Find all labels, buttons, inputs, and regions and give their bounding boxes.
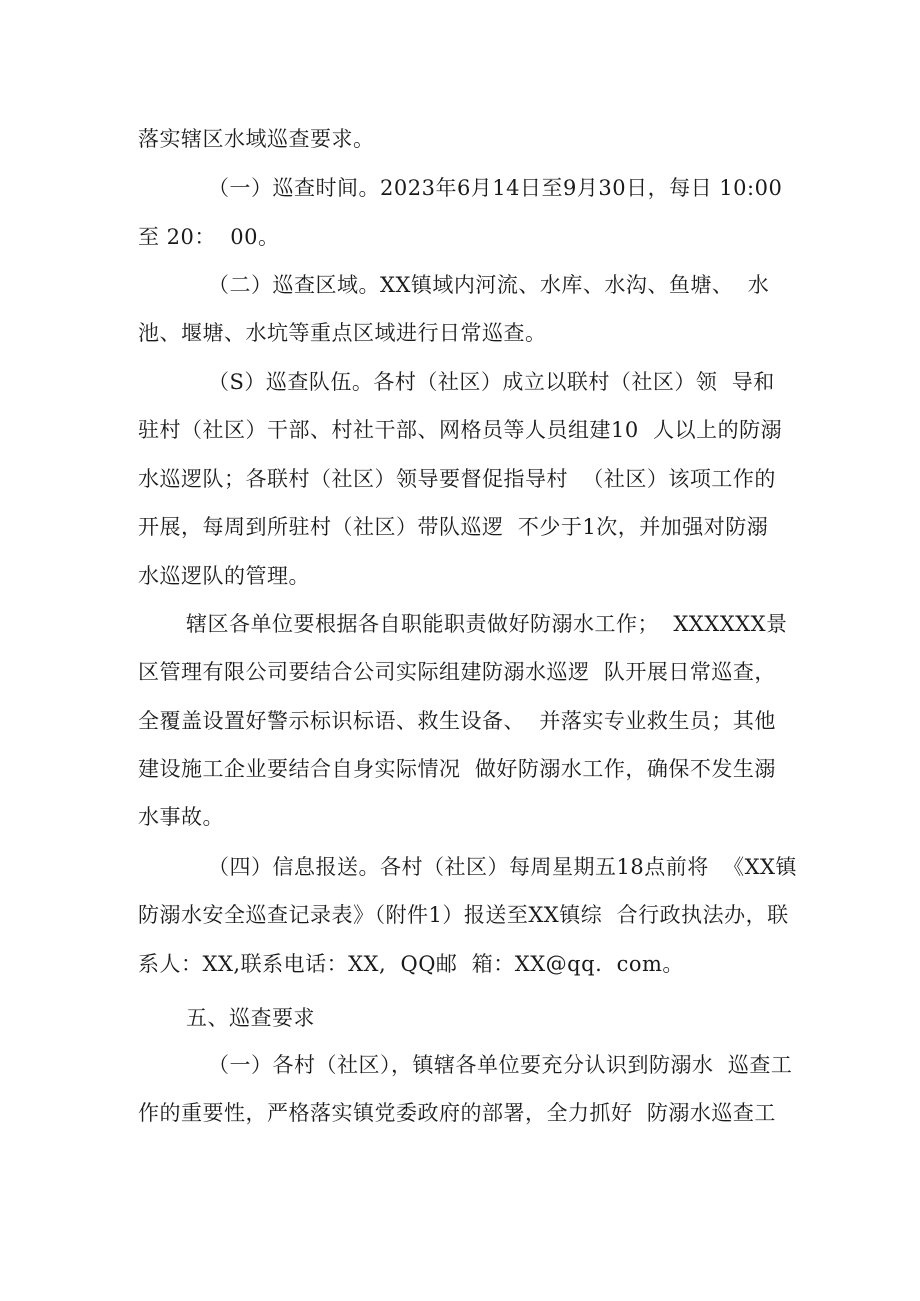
- text-line: 池、堰塘、水坑等重点区域进行日常巡查。: [138, 321, 547, 345]
- text-line: 全覆盖设置好警示标识标语、救生设备、 并落实专业救生员；其他: [138, 709, 776, 733]
- text-line: 落实辖区水域巡查要求。: [138, 127, 375, 151]
- section-heading: 五、巡查要求: [186, 1006, 315, 1030]
- text-line: 防溺水安全巡查记录表》（附件1）报送至XX镇综 合行政执法办，联: [138, 903, 789, 927]
- text-line: 区管理有限公司要结合公司实际组建防溺水巡逻 队开展日常巡查，: [138, 660, 776, 684]
- text-line: 水巡逻队；各联村（社区）领导要督促指导村 （社区）该项工作的: [138, 467, 776, 491]
- text-line: 辖区各单位要根据各自职能职责做好防溺水工作； XXXXXX景: [186, 612, 788, 636]
- text-line: 至 20： 00。: [138, 225, 280, 249]
- text-line: 驻村（社区）干部、村社干部、网格员等人员组建10 人以上的防溺: [138, 418, 783, 442]
- text-line: （一）各村（社区），镇辖各单位要充分认识到防溺水 巡查工: [208, 1053, 793, 1077]
- text-line: 开展，每周到所驻村（社区）带队巡逻 不少于1次，并加强对防溺: [138, 515, 769, 539]
- text-line: 作的重要性，严格落实镇党委政府的部署，全力抓好 防溺水巡查工: [138, 1101, 776, 1125]
- text-line: （一）巡查时间。2023年6月14日至9月30日，每日 10:00: [208, 176, 783, 200]
- text-line: 水事故。: [138, 805, 224, 829]
- text-line: （二）巡查区域。XX镇域内河流、水库、水沟、鱼塘、 水: [208, 273, 770, 297]
- text-line: （四）信息报送。各村（社区）每周星期五18点前将 《XX镇: [208, 855, 797, 879]
- text-line: （S）巡查队伍。各村（社区）成立以联村（社区）领 导和: [208, 370, 775, 394]
- text-line: 建设施工企业要结合自身实际情况 做好防溺水工作，确保不发生溺: [138, 757, 776, 781]
- text-line: 水巡逻队的管理。: [138, 564, 310, 588]
- text-line: 系人：XX,联系电话：XX, QQ邮 箱：XX@qq. com。: [138, 952, 684, 976]
